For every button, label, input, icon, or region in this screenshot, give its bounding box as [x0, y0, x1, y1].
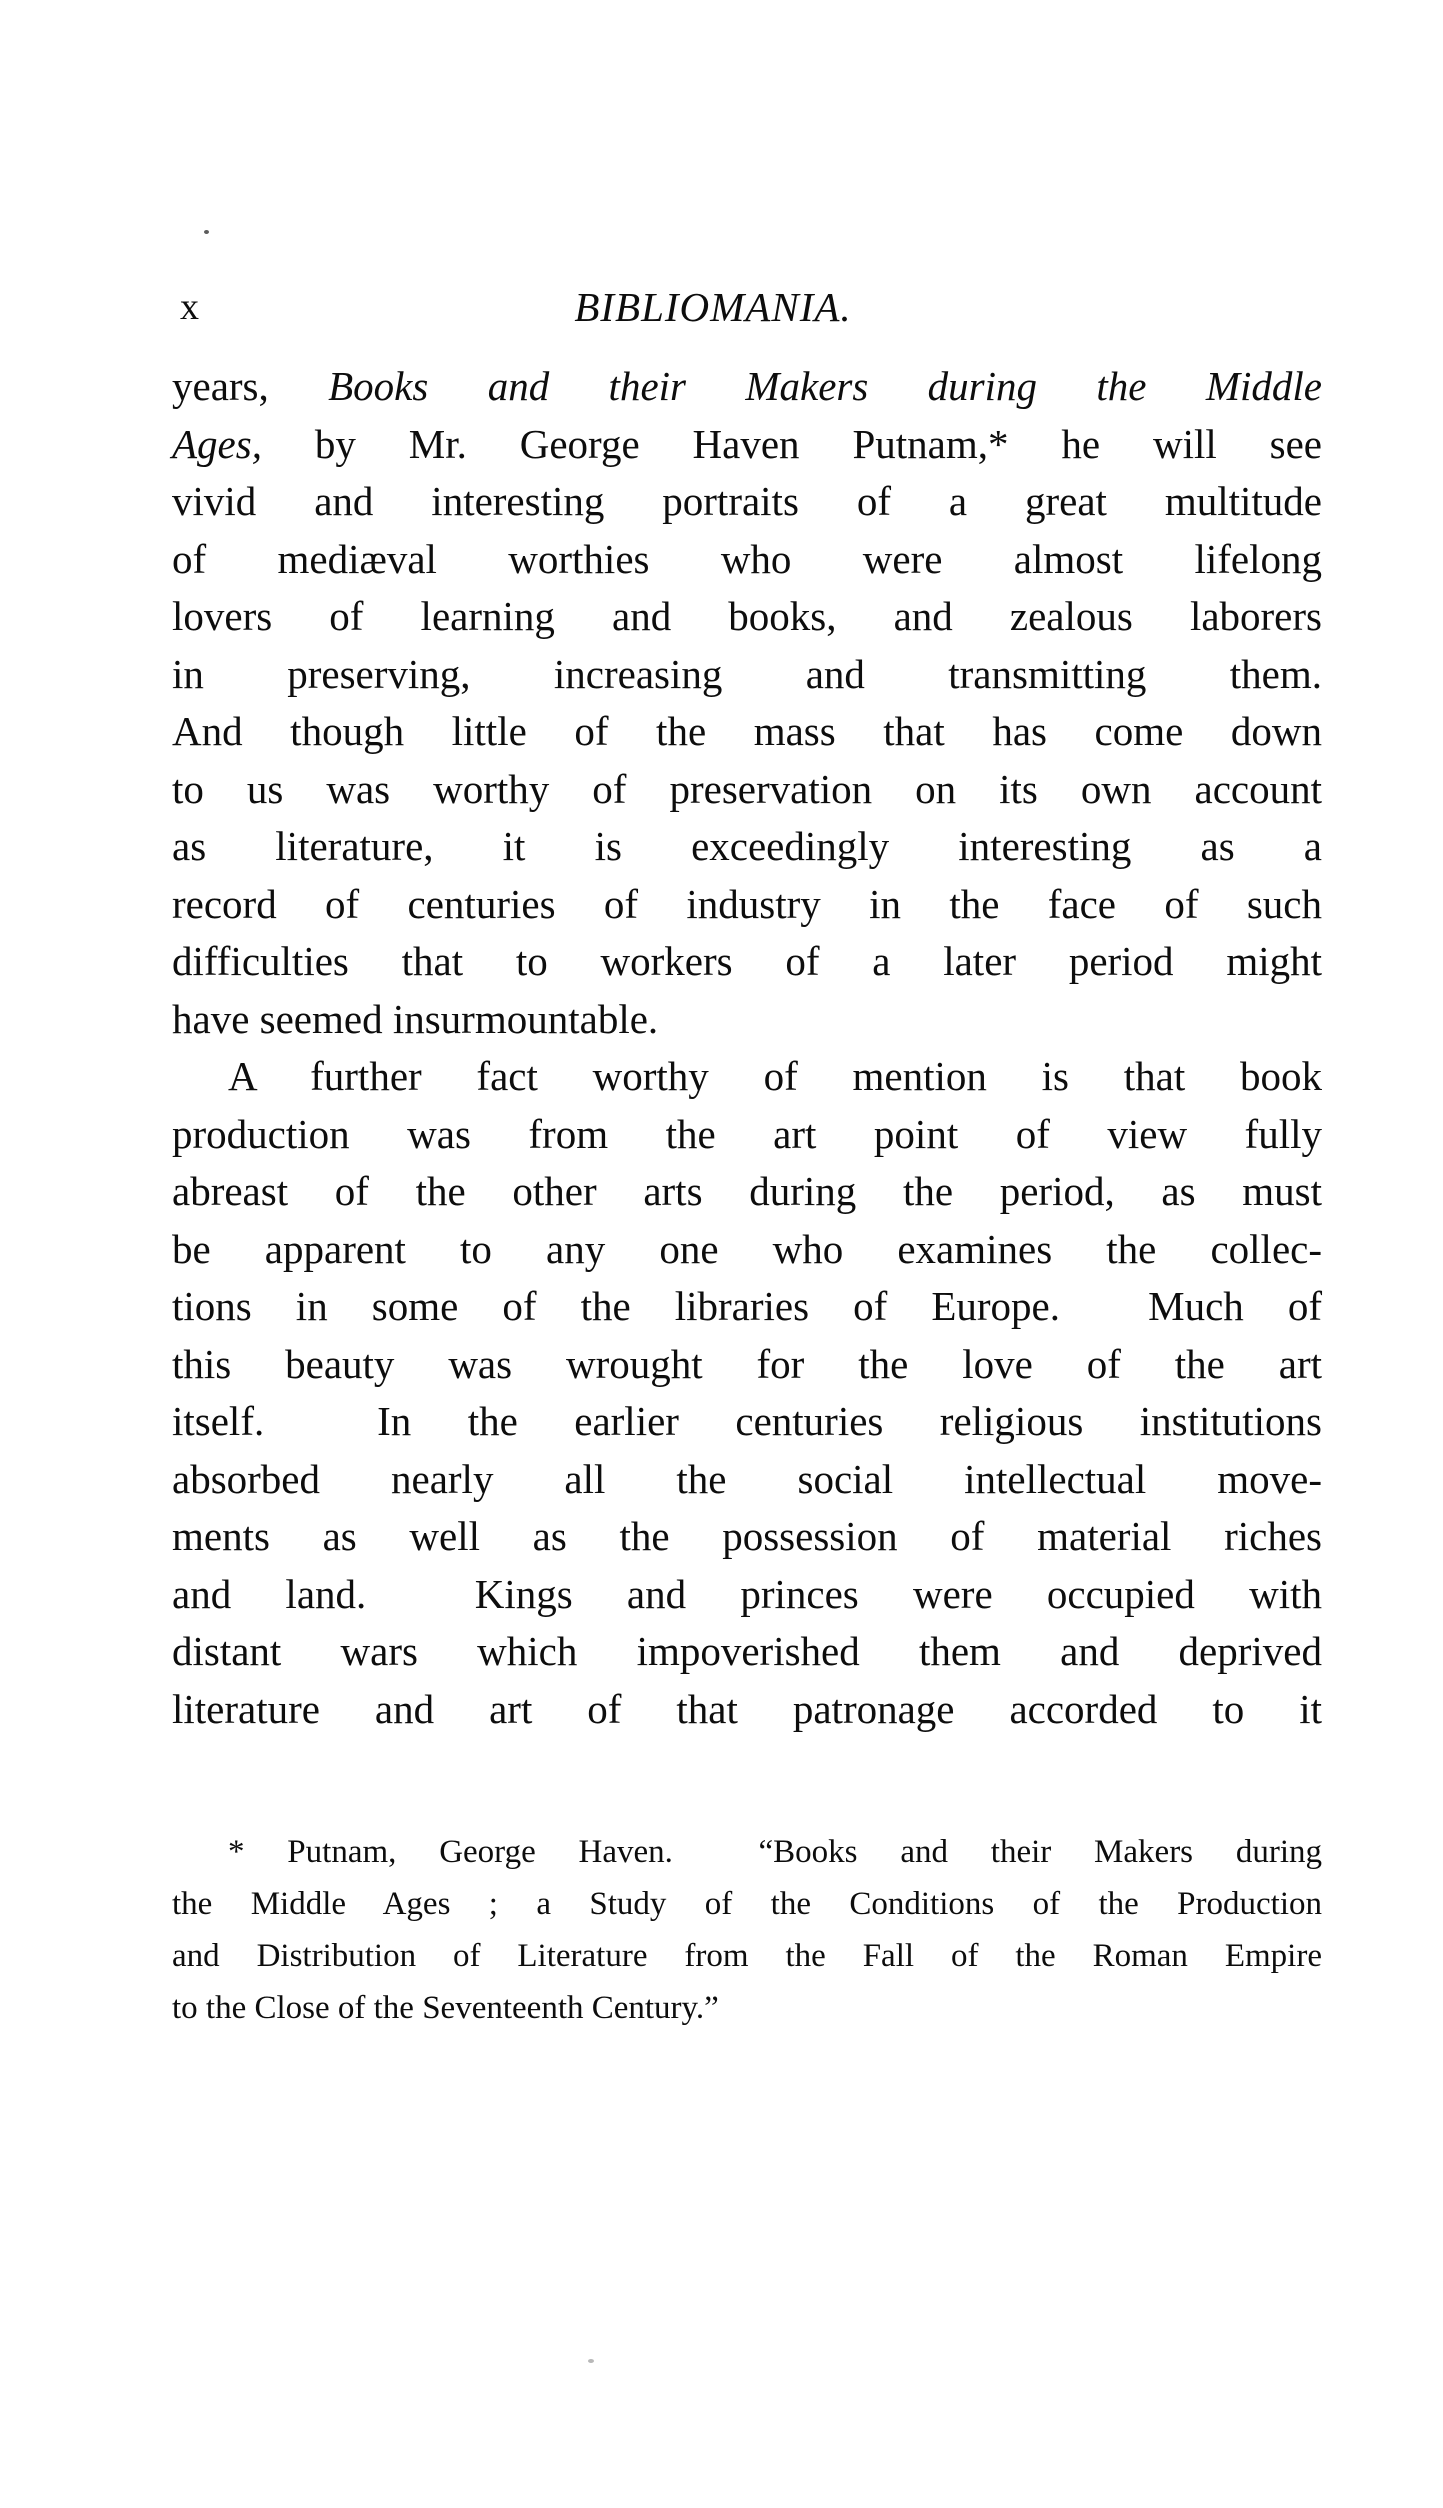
- text-line: [172, 646, 1322, 704]
- footnote-line: * Putnam, George Haven. “Books and their Makers during: [228, 1834, 1322, 1870]
- scan-speck: [588, 2359, 594, 2363]
- text-segment: this beauty was wrought for the love of the art: [172, 1340, 1322, 1387]
- text-segment: years,: [172, 363, 329, 409]
- text-segment: have seemed insurmountable.: [172, 995, 659, 1042]
- footnote: [172, 1826, 1322, 2034]
- text-line: [172, 1278, 1322, 1336]
- page-header: [172, 276, 1322, 328]
- page-number: x: [180, 286, 199, 328]
- text-line: [172, 531, 1322, 589]
- text-line: [172, 1508, 1322, 1566]
- footnote-line: and Distribution of Literature from the Fall of the Roman Empire: [172, 1938, 1322, 1974]
- text-line: [172, 1566, 1322, 1624]
- text-segment: and land. Kings and princes were occupied with: [172, 1570, 1322, 1617]
- text-line: [172, 416, 1322, 474]
- text-line: [172, 1681, 1322, 1739]
- italic-text-segment: Ages,: [172, 420, 262, 467]
- text-segment: A further fact worthy of mention is that book: [228, 1053, 1322, 1099]
- text-segment: production was from the art point of view fully: [172, 1110, 1322, 1157]
- footnote-line: the Middle Ages ; a Study of the Conditions of the Production: [172, 1886, 1322, 1922]
- text-segment: difficulties that to workers of a later period might: [172, 938, 1322, 984]
- text-line: [172, 1163, 1322, 1221]
- text-segment: tions in some of the libraries of Europe. Much of: [172, 1283, 1322, 1329]
- text-segment: be apparent to any one who examines the collec-: [172, 1225, 1322, 1272]
- running-title: BIBLIOMANIA.: [574, 284, 852, 330]
- text-line: [172, 1451, 1322, 1509]
- text-line: [172, 703, 1322, 761]
- text-line: [172, 1336, 1322, 1394]
- text-line: [172, 358, 1322, 416]
- text-line: [172, 473, 1322, 531]
- text-line: [172, 876, 1322, 934]
- text-segment: abreast of the other arts during the period, as must: [172, 1168, 1322, 1214]
- text-segment: in preserving, increasing and transmitting them.: [172, 650, 1322, 697]
- text-line: [172, 818, 1322, 876]
- text-line: [172, 1048, 1322, 1106]
- text-line: [172, 588, 1322, 646]
- text-segment: vivid and interesting portraits of a great multitude: [172, 478, 1322, 524]
- text-segment: And though little of the mass that has come down: [172, 708, 1322, 754]
- text-segment: record of centuries of industry in the face of such: [172, 880, 1322, 927]
- text-line: [172, 1106, 1322, 1164]
- text-segment: itself. In the earlier centuries religious institutions: [172, 1398, 1322, 1444]
- text-line: [172, 933, 1322, 991]
- italic-text-segment: Books and their Makers during the Middle: [328, 363, 1322, 409]
- text-segment: by Mr. George Haven Putnam,* he will see: [261, 420, 1322, 467]
- text-line: [172, 1221, 1322, 1279]
- text-line: [172, 761, 1322, 819]
- text-segment: to us was worthy of preservation on its own account: [172, 765, 1322, 812]
- text-segment: literature and art of that patronage accorded to it: [172, 1685, 1322, 1732]
- text-segment: ments as well as the possession of material riches: [172, 1513, 1322, 1559]
- text-segment: as literature, it is exceedingly interesting as a: [172, 823, 1322, 869]
- text-line: [172, 1623, 1322, 1681]
- text-line: [172, 991, 1322, 1049]
- scan-speck: [204, 230, 209, 234]
- text-segment: of mediæval worthies who were almost lifelong: [172, 535, 1322, 582]
- text-segment: lovers of learning and books, and zealous laborers: [172, 593, 1322, 639]
- body-text: [172, 358, 1322, 1738]
- text-segment: distant wars which impoverished them and deprived: [172, 1628, 1322, 1674]
- text-segment: absorbed nearly all the social intellectual move-: [172, 1455, 1322, 1502]
- text-line: [172, 1393, 1322, 1451]
- footnote-line: to the Close of the Seventeenth Century.”: [172, 1990, 719, 2026]
